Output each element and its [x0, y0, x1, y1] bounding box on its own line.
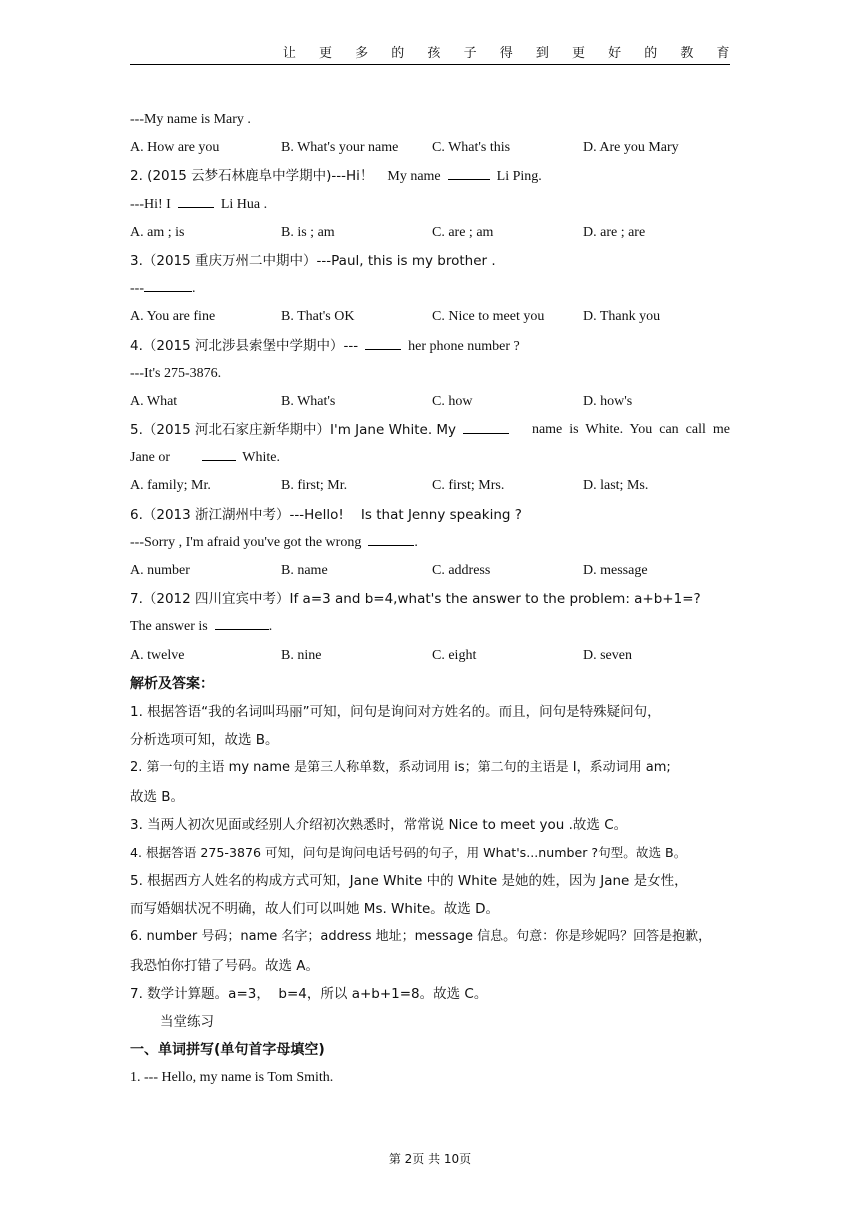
page-footer: [0, 1150, 860, 1167]
answer-line: 我恐怕你打错了号码。故选 A。: [130, 957, 320, 974]
question-line: [130, 332, 730, 360]
option-b: B. first; Mr.: [281, 478, 348, 494]
question-text: ---Sorry , I'm afraid you've got the wrong: [130, 534, 362, 550]
blank: [178, 193, 214, 208]
question-line: [130, 275, 730, 303]
option-b: B. What's your name: [281, 140, 399, 156]
page-content: [130, 106, 730, 1093]
option-d: D. are ; are: [583, 224, 646, 240]
question-line: [130, 444, 730, 472]
option-c: C. how: [432, 393, 473, 409]
options-row: [130, 303, 730, 331]
answers-heading: 解析及答案：: [130, 675, 214, 692]
question-line: 7.（2012 四川宜宾中考）If a=3 and b=4,what's the answer to the problem: a+b+1=?: [130, 591, 701, 608]
option-d: D. Thank you: [583, 309, 661, 325]
question-line: [130, 613, 730, 641]
question-text: Li Hua .: [220, 196, 268, 212]
blank: [144, 277, 192, 292]
question-text: .: [192, 281, 196, 297]
option-c: C. eight: [432, 647, 477, 663]
answer-line: 2. 第一句的主语 my name 是第三人称单数，系动词用 is；第二句的主语是 I，系动词用 am;: [130, 760, 671, 776]
option-a: A. number: [130, 563, 190, 578]
blank: [365, 335, 401, 350]
option-c: C. address: [432, 563, 491, 578]
question-text: .: [268, 619, 273, 635]
answer-line: 分析选项可知，故选 B。: [130, 732, 279, 749]
option-c: C. Nice to meet you: [432, 309, 545, 325]
answer-line: 而写婚姻状况不明确，故人们可以叫她 Ms. White。故选 D。: [130, 901, 499, 918]
question-line: 3.（2015 重庆万州二中期中）---Paul, this is my brother .: [130, 252, 496, 269]
options-row: [130, 388, 730, 416]
blank: [448, 165, 490, 180]
question-text: White.: [242, 450, 281, 466]
options-row: [130, 134, 730, 162]
option-b: B. What's: [281, 393, 336, 409]
option-b: B. name: [281, 563, 328, 578]
text-line: ---It's 275-3876.: [130, 365, 222, 381]
option-b: B. nine: [281, 647, 322, 663]
practice-question: 1. --- Hello, my name is Tom Smith.: [130, 1070, 334, 1086]
question-text: 2. (2015 云梦石林鹿阜中学期中)---Hi！: [130, 168, 374, 185]
question-line: [130, 529, 730, 557]
practice-label: 当堂练习: [160, 1014, 214, 1030]
answer-line: 3. 当两人初次见面或经别人介绍初次熟悉时，常常说 Nice to meet you .故选 C。: [130, 816, 628, 833]
answer-line: 4. 根据答语 275-3876 可知，问句是询问电话号码的句子，用 What's...number ?句型。故选 B。: [130, 844, 687, 860]
blank: [202, 446, 236, 461]
options-row: [130, 219, 730, 247]
question-line: [130, 191, 730, 219]
option-a: A. You are fine: [130, 309, 216, 325]
question-line: [130, 416, 730, 444]
answer-line: 1. 根据答语“我的名词叫玛丽”可知，问句是询问对方姓名的。而且，问句是特殊疑问句，: [130, 703, 661, 720]
question-text: ---Hi! I: [130, 196, 171, 212]
question-text: Jane or: [130, 450, 171, 466]
page-number: 第 2页 共 10页: [388, 1152, 472, 1166]
option-d: D. Are you Mary: [583, 140, 679, 156]
answer-line: 故选 B。: [130, 788, 185, 805]
question-line: 6.（2013 浙江湖州中考）---Hello! Is that Jenny speaking ?: [130, 506, 522, 523]
option-c: C. What's this: [432, 140, 511, 156]
option-d: D. seven: [583, 647, 632, 663]
option-b: B. That's OK: [281, 309, 355, 325]
question-text: name is White. You can call me: [531, 422, 730, 438]
question-text: Li Ping.: [496, 169, 542, 185]
option-d: D. last; Ms.: [583, 478, 649, 494]
option-a: A. How are you: [130, 140, 220, 156]
option-a: A. am ; is: [130, 224, 185, 240]
options-row: [130, 472, 730, 500]
option-a: A. twelve: [130, 647, 185, 663]
question-text: ---: [130, 281, 144, 297]
question-text: .: [414, 534, 418, 550]
question-text: 4.（2015 河北涉县索堡中学期中）---: [130, 337, 359, 354]
option-d: D. how's: [583, 393, 633, 409]
blank: [368, 531, 414, 546]
options-row: [130, 642, 730, 670]
answer-line: 7. 数学计算题。a=3， b=4，所以 a+b+1=8。故选 C。: [130, 985, 488, 1002]
option-a: A. family; Mr.: [130, 478, 211, 494]
blank: [463, 419, 509, 434]
page-header: [130, 42, 739, 65]
option-a: A. What: [130, 393, 178, 409]
text-line: ---My name is Mary .: [130, 112, 251, 127]
question-text: her phone number ?: [408, 338, 520, 354]
answer-line: 5. 根据西方人姓名的构成方式可知，Jane White 中的 White 是她的姓，因为 Jane 是女性，: [130, 873, 688, 890]
header-slogan: 让 更 多 的 孩 子 得 到 更 好 的 教 育: [282, 46, 739, 61]
question-text: 5.（2015 河北石家庄新华期中）I'm Jane White. My: [130, 422, 457, 439]
section-heading: 一、单词拼写(单句首字母填空): [130, 1042, 325, 1059]
options-row: [130, 557, 730, 585]
option-d: D. message: [583, 563, 648, 578]
option-c: C. first; Mrs.: [432, 478, 505, 494]
blank: [215, 615, 269, 630]
option-c: C. are ; am: [432, 224, 494, 240]
question-text: My name: [387, 169, 441, 185]
question-text: The answer is: [130, 619, 208, 635]
answer-line: 6. number 号码；name 名字；address 地址；message 信息。句意：你是珍妮吗？回答是抱歉，: [130, 929, 712, 945]
option-b: B. is ; am: [281, 224, 335, 240]
question-line: [130, 162, 730, 190]
